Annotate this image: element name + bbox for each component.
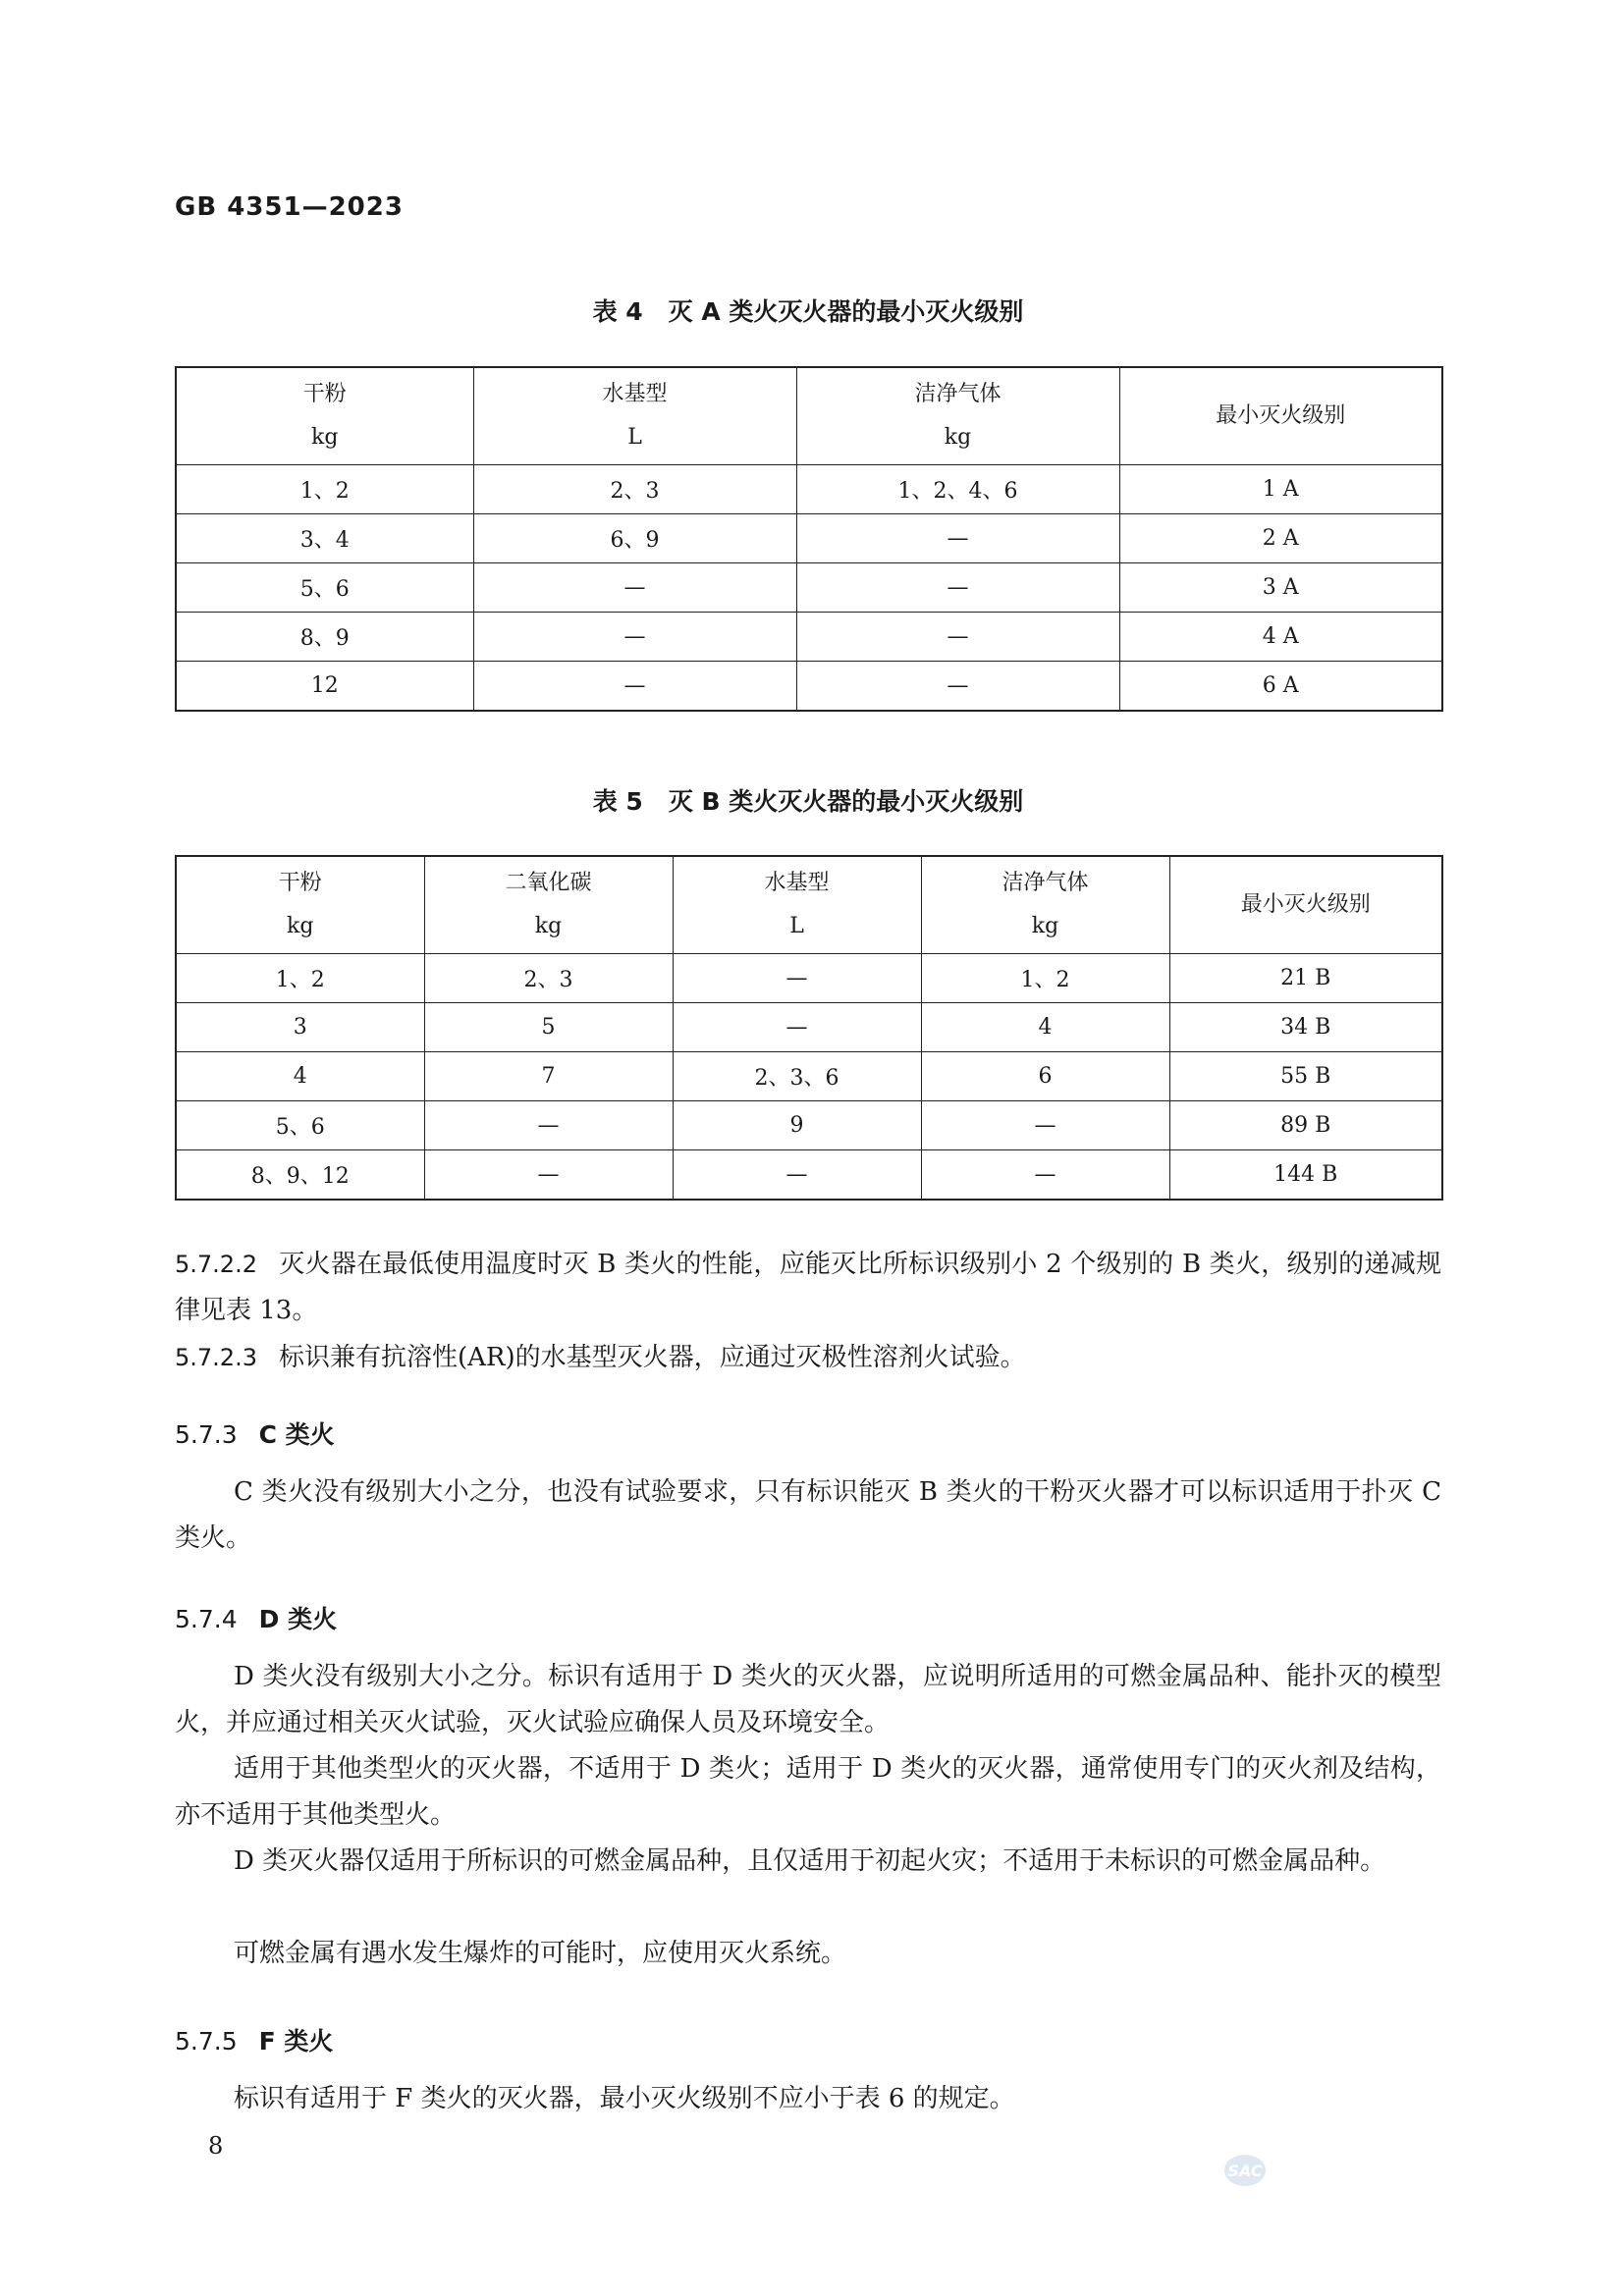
table5-cell: — [673,954,921,1003]
table5-row [176,1052,1442,1101]
section-number: 5.7.3 [175,1420,238,1449]
table4-caption-num: 表 4 [592,297,643,326]
standard-id: GB 4351—2023 [175,192,404,222]
table4-row [176,563,1442,613]
table5-cell: — [673,1003,921,1052]
table5-cell: 2、3、6 [673,1052,921,1101]
table4-cell: 8、9 [176,613,473,662]
table4-cell: 4 A [1119,613,1442,662]
table4-row [176,662,1442,712]
table4-header-cell: 干粉 kg [176,367,473,465]
table5-cell: 4 [176,1052,424,1101]
section-title: F 类火 [258,2027,334,2056]
clause-number: 5.7.2.2 [175,1251,257,1278]
table4 [175,366,1443,712]
table5-cell: 144 B [1169,1150,1442,1201]
clause-5-7-2-3 [175,1335,1441,1381]
table4-cell: 3 A [1119,563,1442,613]
section-title: D 类火 [258,1605,338,1633]
logo-text: SAC [1227,2162,1263,2180]
table4-caption-title: 灭 A 类火灭火器的最小灭火级别 [668,297,1024,326]
table5-cell: 5、6 [176,1101,424,1150]
table5-cell: 7 [424,1052,673,1101]
table4-cell: 3、4 [176,514,473,563]
table5-cell: 55 B [1169,1052,1442,1101]
table4-cell: 1、2、4、6 [796,465,1119,514]
table4-cell: — [473,662,796,712]
section-5-7-4-paragraph: D 类火没有级别大小之分。标识有适用于 D 类火的灭火器，应说明所适用的可燃金属品种、能扑灭的模型火，并应通过相关灭火试验，灭火试验应确保人员及环境安全。 [175,1662,1441,1737]
table4-cell: 6、9 [473,514,796,563]
section-heading-5-7-3 [175,1415,335,1451]
table4-row [176,514,1442,563]
table5-cell: 1、2 [921,954,1169,1003]
table4-cell: — [473,613,796,662]
table4-cell: — [796,563,1119,613]
table5-cell: 21 B [1169,954,1442,1003]
table4-caption [175,293,1441,328]
table5 [175,855,1443,1201]
table4-header-row [176,367,1442,465]
table5-header-cell: 水基型 L [673,856,921,954]
table4-header-cell: 水基型 L [473,367,796,465]
table4-cell: 12 [176,662,473,712]
table5-cell: — [673,1150,921,1201]
table5-header-row [176,856,1442,954]
table5-cell: 1、2 [176,954,424,1003]
section-5-7-3-paragraph: C 类火没有级别大小之分，也没有试验要求，只有标识能灭 B 类火的干粉灭火器才可以标识适用于扑灭 C 类火。 [175,1477,1441,1553]
section-5-7-4-paragraph: 适用于其他类型火的灭火器，不适用于 D 类火；适用于 D 类火的灭火器，通常使用专门的灭火剂及结构，亦不适用于其他类型火。 [175,1754,1441,1830]
table5-cell: — [424,1101,673,1150]
table5-row [176,1101,1442,1150]
table4-cell: 5、6 [176,563,473,613]
table4-cell: 2 A [1119,514,1442,563]
section-title: C 类火 [258,1420,335,1449]
table5-caption-num: 表 5 [592,787,643,816]
table4-cell: — [796,613,1119,662]
clause-text: 标识兼有抗溶性(AR)的水基型灭火器，应通过灭极性溶剂火试验。 [278,1343,1026,1372]
table5-cell: — [921,1101,1169,1150]
section-5-7-5-paragraph: 标识有适用于 F 类火的灭火器，最小灭火级别不应小于表 6 的规定。 [234,2084,1015,2113]
table4-cell: 1、2 [176,465,473,514]
table5-header-cell: 二氧化碳 kg [424,856,673,954]
table5-cell: 9 [673,1101,921,1150]
table5-cell: — [424,1150,673,1201]
table5-cell: 2、3 [424,954,673,1003]
section-5-7-4-paragraph: D 类灭火器仅适用于所标识的可燃金属品种，且仅适用于初起火灾；不适用于未标识的可燃金属品种。 [234,1846,1386,1876]
clause-text: 灭火器在最低使用温度时灭 B 类火的性能，应能灭比所标识级别小 2 个级别的 B 类火，级别的递减规律见表 13。 [175,1250,1441,1325]
table5-header-cell: 干粉 kg [176,856,424,954]
section-5-7-4-paragraph: 可燃金属有遇水发生爆炸的可能时，应使用灭火系统。 [234,1939,847,1968]
table4-cell: 1 A [1119,465,1442,514]
table5-caption [175,782,1441,818]
section-heading-5-7-5 [175,2022,333,2057]
section-heading-5-7-4 [175,1600,337,1635]
table4-cell: 6 A [1119,662,1442,712]
table4-row [176,613,1442,662]
clause-5-7-2-2 [175,1242,1441,1334]
table5-caption-title: 灭 B 类火灭火器的最小灭火级别 [668,787,1024,816]
table4-header-cell: 最小灭火级别 [1119,367,1442,465]
table4-header-cell: 洁净气体 kg [796,367,1119,465]
table4-cell: — [796,662,1119,712]
table5-cell: 8、9、12 [176,1150,424,1201]
table5-cell: 5 [424,1003,673,1052]
table5-cell: 3 [176,1003,424,1052]
table5-cell: 6 [921,1052,1169,1101]
table5-row [176,1003,1442,1052]
section-number: 5.7.4 [175,1605,238,1633]
page-number: 8 [208,2132,224,2160]
table5-cell: 4 [921,1003,1169,1052]
table4-cell: — [796,514,1119,563]
table5-header-cell: 洁净气体 kg [921,856,1169,954]
table5-row [176,1150,1442,1201]
sac-logo-icon [1223,2153,1267,2188]
clause-number: 5.7.2.3 [175,1344,257,1371]
table5-header-cell: 最小灭火级别 [1169,856,1442,954]
table4-cell: 2、3 [473,465,796,514]
section-number: 5.7.5 [175,2027,238,2056]
table4-row [176,465,1442,514]
table4-cell: — [473,563,796,613]
table5-cell: 34 B [1169,1003,1442,1052]
table5-row [176,954,1442,1003]
table5-cell: — [921,1150,1169,1201]
table5-cell: 89 B [1169,1101,1442,1150]
